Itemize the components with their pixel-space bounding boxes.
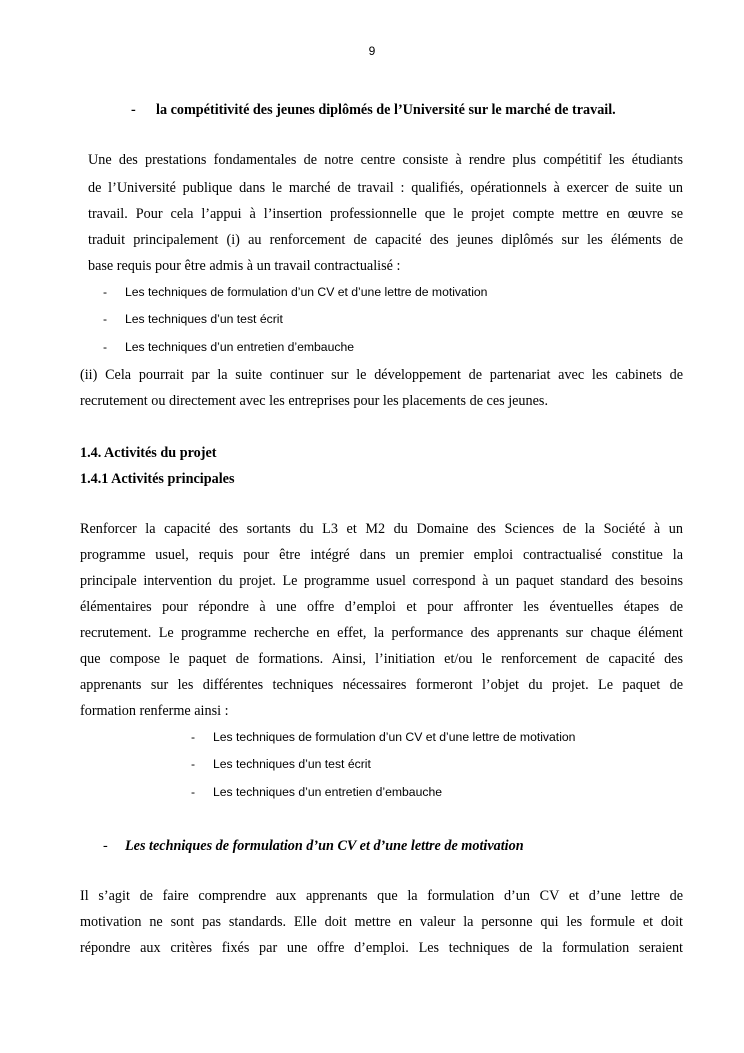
italic-bullet-heading: Les techniques de formulation d’un CV et d’une lettre de motivation [125, 838, 524, 854]
para4-line: Il s’agit de faire comprendre aux apprenants que la formulation d’un CV et d’une lettre de [80, 888, 683, 904]
para2-line: (ii) Cela pourrait par la suite continuer sur le développement de partenariat avec les cabinets de [80, 367, 683, 383]
para3-line: élémentaires pour répondre à une offre d’emploi et pour affronter les éventuelles étapes de [80, 599, 683, 615]
para3-line: formation renferme ainsi : [80, 703, 229, 719]
para3-line: que compose le paquet de formations. Ainsi, l’initiation et/ou le renforcement de capacité des [80, 651, 683, 667]
para3-line: recrutement. Le programme recherche en effet, la performance des apprenants sur chaque élément [80, 625, 683, 641]
list1-item: Les techniques de formulation d’un CV et d’une lettre de motivation [125, 285, 488, 299]
list1-item: Les techniques d’un test écrit [125, 312, 283, 326]
list1-dash: - [103, 285, 108, 299]
list2-item: Les techniques d’un test écrit [213, 757, 371, 771]
para3-line: apprenants sur les différentes techniques nécessaires formeront l’objet du projet. Le paquet de [80, 677, 683, 693]
para3-line: programme usuel, requis pour être intégré dans un premier emploi contractualisé constitue la [80, 547, 683, 563]
list2-dash: - [191, 730, 196, 744]
list2-item: Les techniques de formulation d’un CV et d’une lettre de motivation [213, 730, 576, 744]
list1-dash: - [103, 312, 108, 326]
para3-line: Renforcer la capacité des sortants du L3 et M2 du Domaine des Sciences de la Société à un [80, 521, 683, 537]
list2-dash: - [191, 785, 196, 799]
top-bullet-dash: - [131, 102, 136, 118]
list1-item: Les techniques d’un entretien d’embauche [125, 340, 355, 354]
subsection-heading: 1.4.1 Activités principales [80, 471, 235, 487]
para2-line: recrutement ou directement avec les entreprises pour les placements de ces jeunes. [80, 393, 548, 409]
para4-line: répondre aux critères fixés par une offre d’emploi. Les techniques de la formulation seraient [80, 940, 683, 956]
list2-dash: - [191, 757, 196, 771]
page-number: 9 [368, 44, 376, 58]
list2-item: Les techniques d’un entretien d’embauche [213, 785, 443, 799]
para3-line: principale intervention du projet. Le programme usuel correspond à un paquet standard des besoins [80, 573, 683, 589]
para1-line: traduit principalement (i) au renforcement de capacité des jeunes diplômés sur les éléments de [88, 232, 683, 248]
top-bullet-text: la compétitivité des jeunes diplômés de l’Université sur le marché de travail. [156, 102, 616, 118]
section-heading: 1.4. Activités du projet [80, 445, 217, 461]
list1-dash: - [103, 340, 108, 354]
para1-line: base requis pour être admis à un travail contractualisé : [88, 258, 401, 274]
para1-line: de l’Université publique dans le marché de travail : qualifiés, opérationnels à exercer de suite un [88, 180, 683, 196]
para4-line: motivation ne sont pas standards. Elle doit mettre en valeur la personne qui les formule et doit [80, 914, 683, 930]
para1-line: travail. Pour cela l’appui à l’insertion professionnelle que le projet compte mettre en œuvre se [88, 206, 683, 222]
italic-bullet-dash: - [103, 838, 108, 854]
para1-line: Une des prestations fondamentales de notre centre consiste à rendre plus compétitif les étudiants [88, 152, 683, 168]
